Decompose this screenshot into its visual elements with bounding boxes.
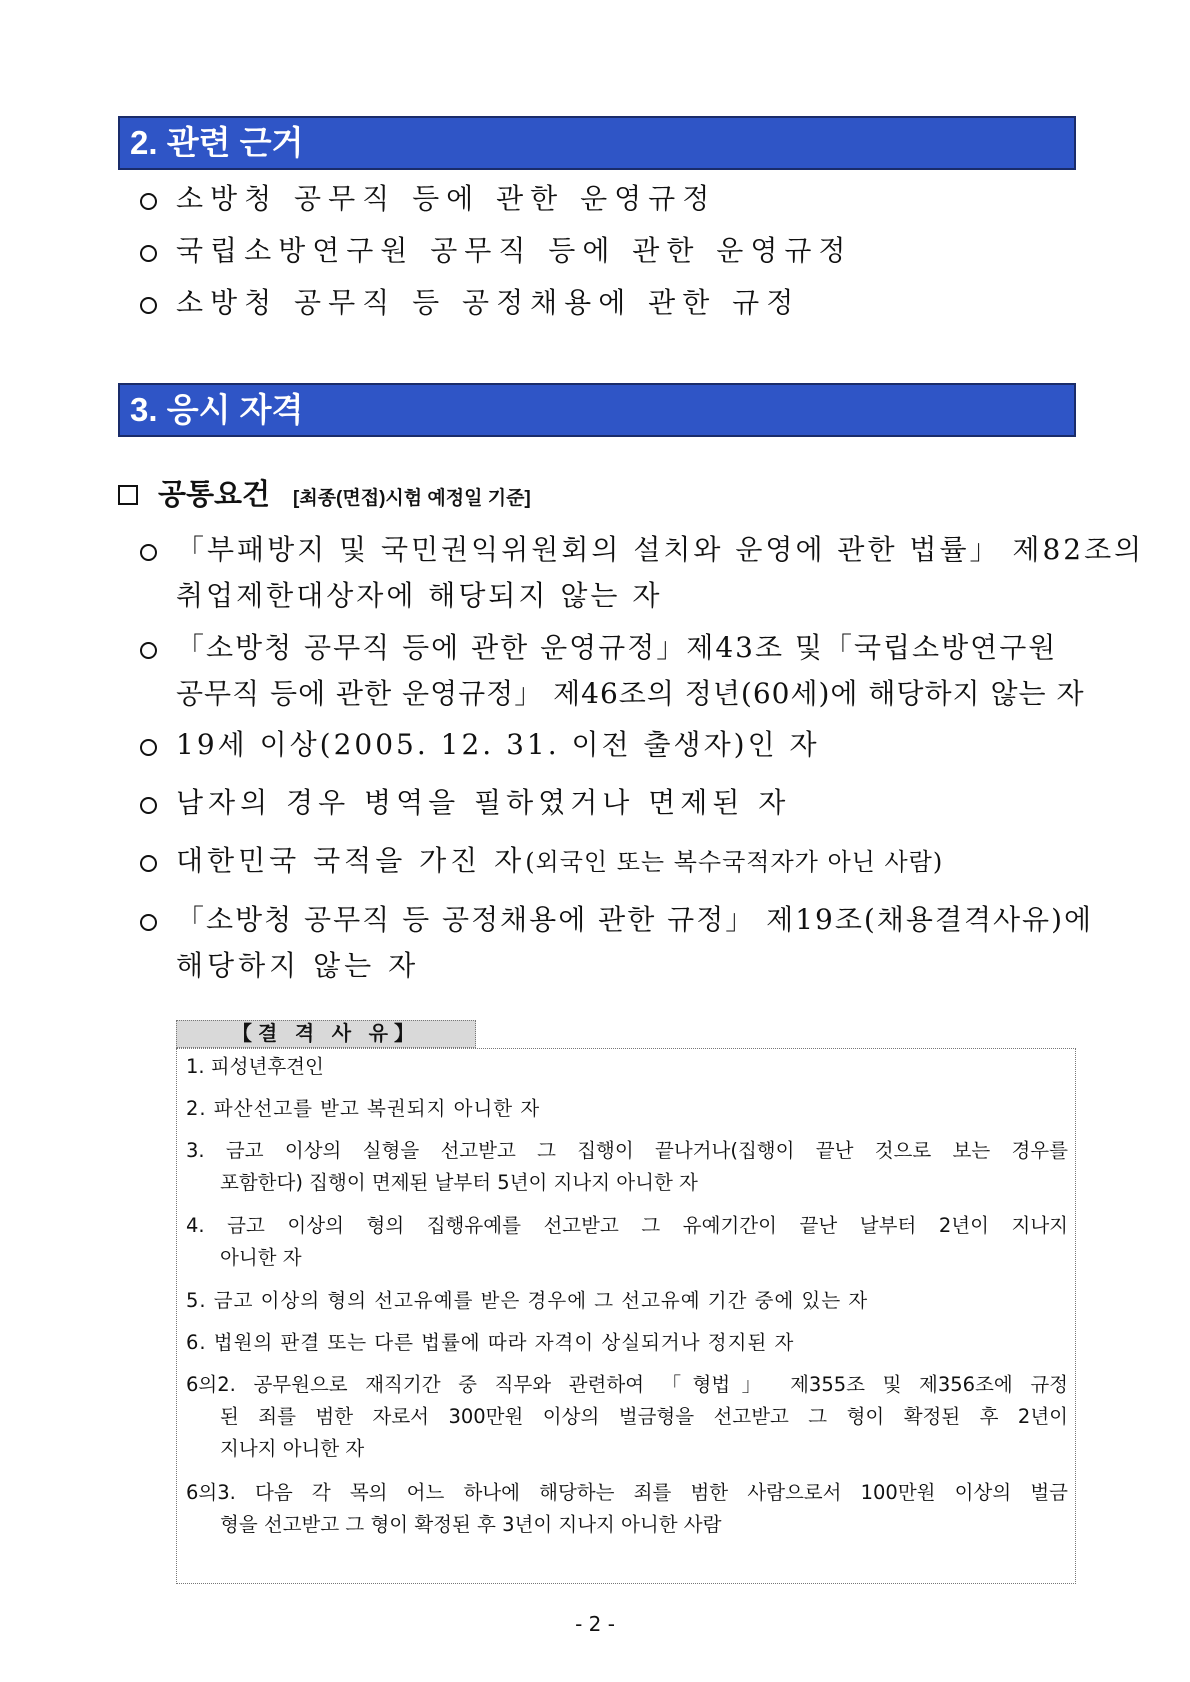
disqualification-item bbox=[186, 1477, 1068, 1541]
disqualification-line: 2. 파산선고를 받고 복권되지 아니한 자 bbox=[186, 1097, 541, 1120]
circle-bullet-icon bbox=[140, 544, 157, 561]
requirement-line: 해당하지 않는 자 bbox=[176, 949, 420, 982]
requirement-text: 19세 이상(2005. 12. 31. 이전 출생자)인 자 bbox=[176, 728, 820, 761]
disqualification-line: 1. 피성년후견인 bbox=[186, 1055, 324, 1078]
requirement-line: 공무직 등에 관한 운영규정」 제46조의 정년(60세)에 해당하지 않는 자 bbox=[176, 677, 1085, 710]
basis-item-text: 소방청 공무직 등에 관한 운영규정 bbox=[176, 182, 717, 215]
basis-item-text: 국립소방연구원 공무직 등에 관한 운영규정 bbox=[176, 234, 853, 267]
circle-bullet-icon bbox=[140, 193, 157, 210]
section-heading-basis: 2. 관련 근거 bbox=[118, 116, 1076, 170]
common-requirements-title: 공통요건 bbox=[158, 479, 271, 511]
disqualification-item bbox=[186, 1135, 1068, 1199]
circle-bullet-icon bbox=[140, 797, 157, 814]
requirement-line: 「부패방지 및 국민권익위원회의 설치와 운영에 관한 법률」 제82조의 bbox=[176, 533, 1145, 566]
basis-item-text: 소방청 공무직 등 공정채용에 관한 규정 bbox=[176, 286, 801, 319]
requirement-line: 「소방청 공무직 등에 관한 운영규정」제43조 및「국립소방연구원 bbox=[176, 631, 1058, 664]
disqualification-line: 형을 선고받고 그 형이 확정된 후 3년이 지나지 아니한 사람 bbox=[220, 1513, 722, 1536]
disqualification-title: 【결 격 사 유】 bbox=[176, 1020, 476, 1048]
requirement-line: 취업제한대상자에 해당되지 않는 자 bbox=[176, 579, 663, 612]
disqualification-item bbox=[186, 1285, 1068, 1317]
circle-bullet-icon bbox=[140, 642, 157, 659]
section-heading-qualification: 3. 응시 자격 bbox=[118, 383, 1076, 437]
circle-bullet-icon bbox=[140, 914, 157, 931]
disqualification-line: 포함한다) 집행이 면제된 날부터 5년이 지나지 아니한 자 bbox=[220, 1171, 698, 1194]
disqualification-item bbox=[186, 1369, 1068, 1465]
circle-bullet-icon bbox=[140, 739, 157, 756]
requirement-line: 「소방청 공무직 등 공정채용에 관한 규정」 제19조(채용결격사유)에 bbox=[176, 903, 1094, 936]
requirement-text: 남자의 경우 병역을 필하였거나 면제된 자 bbox=[176, 786, 791, 819]
disqualification-line: 6의2. 공무원으로 재직기간 중 직무와 관련하여 「형법」 제355조 및 제356조에 규정 bbox=[186, 1373, 1068, 1396]
common-requirements-note: [최종(면접)시험 예정일 기준] bbox=[293, 488, 531, 509]
disqualification-item bbox=[186, 1210, 1068, 1274]
disqualification-item bbox=[186, 1327, 1068, 1359]
disqualification-line: 6의3. 다음 각 목의 어느 하나에 해당하는 죄를 범한 사람으로서 100만원 이상의 벌금 bbox=[186, 1481, 1068, 1504]
disqualification-item bbox=[186, 1051, 1068, 1083]
requirement-note: (외국인 또는 복수국적자가 아닌 사람) bbox=[525, 848, 944, 876]
page-number: - 2 - bbox=[575, 1612, 615, 1636]
circle-bullet-icon bbox=[140, 855, 157, 872]
circle-bullet-icon bbox=[140, 245, 157, 262]
disqualification-line: 3. 금고 이상의 실형을 선고받고 그 집행이 끝나거나(집행이 끝난 것으로 보는 경우를 bbox=[186, 1139, 1068, 1162]
disqualification-line: 지나지 아니한 자 bbox=[220, 1437, 365, 1460]
disqualification-item bbox=[186, 1093, 1068, 1125]
requirement-text: 대한민국 국적을 가진 자 bbox=[176, 844, 526, 877]
circle-bullet-icon bbox=[140, 297, 157, 314]
checkbox-square-icon bbox=[118, 485, 138, 505]
disqualification-line: 된 죄를 범한 자로서 300만원 이상의 벌금형을 선고받고 그 형이 확정된 후 2년이 bbox=[220, 1405, 1068, 1428]
disqualification-line: 4. 금고 이상의 형의 집행유예를 선고받고 그 유예기간이 끝난 날부터 2년이 지나지 bbox=[186, 1214, 1068, 1237]
disqualification-line: 6. 법원의 판결 또는 다른 법률에 따라 자격이 상실되거나 정지된 자 bbox=[186, 1331, 795, 1354]
disqualification-line: 5. 금고 이상의 형의 선고유예를 받은 경우에 그 선고유예 기간 중에 있는 자 bbox=[186, 1289, 869, 1312]
disqualification-line: 아니한 자 bbox=[220, 1246, 302, 1269]
